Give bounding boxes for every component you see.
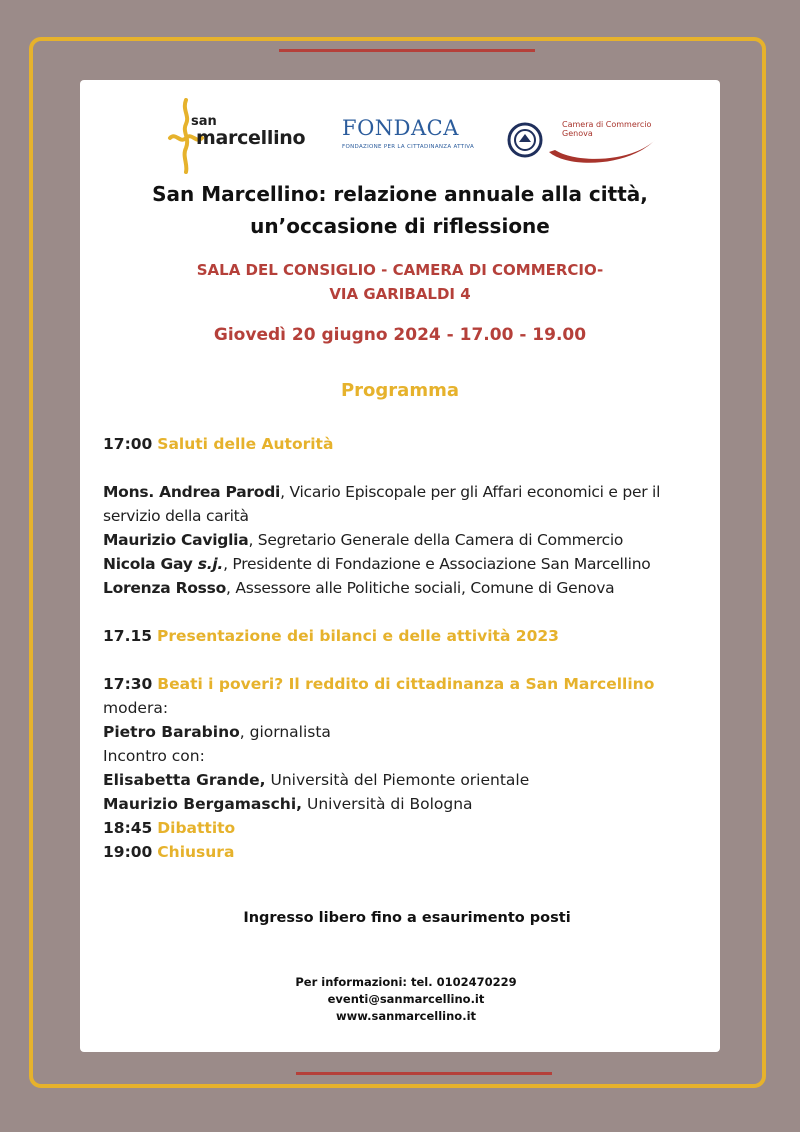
- program-item: [103, 624, 703, 648]
- guest-name: Elisabetta Grande,: [103, 771, 266, 789]
- program-item: [103, 816, 703, 840]
- moderator-label: modera:: [103, 699, 169, 717]
- title-line2: un’occasione di riflessione: [250, 214, 550, 238]
- logo-text-san: san: [191, 114, 217, 129]
- speaker-suffix: s.j.: [197, 555, 224, 573]
- item-time: 17:00: [103, 435, 153, 453]
- venue-line1: SALA DEL CONSIGLIO - CAMERA DI COMMERCIO-: [196, 261, 604, 279]
- speaker-entry: [103, 576, 703, 600]
- san-marcellino-logo: [166, 98, 316, 174]
- moderator-entry: [103, 720, 703, 744]
- speaker-entry: [103, 528, 703, 552]
- entrance-note: Ingresso libero fino a esaurimento posti: [243, 910, 571, 926]
- swoosh-icon: [547, 138, 657, 168]
- speaker-role: , Assessore alle Politiche sociali, Comune di Genova: [226, 579, 615, 597]
- moderator-name: Pietro Barabino: [103, 723, 240, 741]
- guest-role: Università del Piemonte orientale: [265, 771, 530, 789]
- contact-website[interactable]: www.sanmarcellino.it: [335, 1009, 477, 1023]
- contact-info: [80, 974, 732, 1025]
- item-title: Saluti delle Autorità: [157, 435, 334, 453]
- item-title: Dibattito: [157, 819, 236, 837]
- seal-icon: [505, 120, 545, 160]
- guests-label: Incontro con:: [103, 747, 205, 765]
- camera-commercio-logo: [505, 120, 660, 166]
- venue-line2: VIA GARIBALDI 4: [329, 285, 471, 303]
- title-line1: San Marcellino: relazione annuale alla città,: [152, 182, 648, 206]
- fondaca-logo: [338, 116, 478, 160]
- speaker-role: , Vicario Episcopale per gli Affari economici e per il servizio della carità: [103, 483, 661, 525]
- speaker-name: Mons. Andrea Parodi: [103, 483, 281, 501]
- logo-row: [80, 98, 720, 174]
- speaker-name: Lorenza Rosso: [103, 579, 227, 597]
- guest-role: Università di Bologna: [302, 795, 473, 813]
- guest-entry: [103, 792, 703, 816]
- logo-text-marcellino: marcellino: [196, 127, 306, 149]
- program-list: [103, 432, 703, 864]
- item-title: Chiusura: [157, 843, 235, 861]
- program-item: [103, 672, 703, 696]
- speaker-role: , Segretario Generale della Camera di Commercio: [248, 531, 624, 549]
- guest-name: Maurizio Bergamaschi,: [103, 795, 303, 813]
- flyer-card: [80, 80, 720, 1052]
- contact-phone: Per informazioni: tel. 0102470229: [295, 975, 517, 989]
- event-date: Giovedì 20 giugno 2024 - 17.00 - 19.00: [213, 325, 587, 345]
- camera-line2: Genova: [562, 129, 593, 138]
- item-time: 17.15: [103, 627, 153, 645]
- speaker-entry: [103, 480, 703, 528]
- item-title: Beati i poveri? Il reddito di cittadinanza a San Marcellino: [157, 675, 655, 693]
- bottom-divider: [296, 1072, 552, 1075]
- program-item: [103, 432, 703, 456]
- fondaca-tagline: FONDAZIONE PER LA CITTADINANZA ATTIVA: [342, 144, 475, 150]
- speaker-role: , Presidente di Fondazione e Associazione San Marcellino: [223, 555, 651, 573]
- speaker-entry: [103, 552, 703, 576]
- item-time: 19:00: [103, 843, 153, 861]
- contact-email[interactable]: eventi@sanmarcellino.it: [327, 992, 485, 1006]
- program-item: [103, 840, 703, 864]
- item-time: 18:45: [103, 819, 153, 837]
- moderator-role: , giornalista: [239, 723, 331, 741]
- camera-line1: Camera di Commercio: [562, 120, 652, 129]
- speaker-name: Nicola Gay: [103, 555, 198, 573]
- item-title: Presentazione dei bilanci e delle attività 2023: [156, 627, 559, 645]
- event-title: [80, 178, 720, 242]
- program-heading: Programma: [340, 380, 459, 401]
- item-time: 17:30: [103, 675, 153, 693]
- fondaca-name: FONDACA: [342, 116, 459, 140]
- speaker-name: Maurizio Caviglia: [103, 531, 249, 549]
- guest-entry: [103, 768, 703, 792]
- camera-text: [562, 120, 651, 138]
- event-venue: [80, 258, 720, 306]
